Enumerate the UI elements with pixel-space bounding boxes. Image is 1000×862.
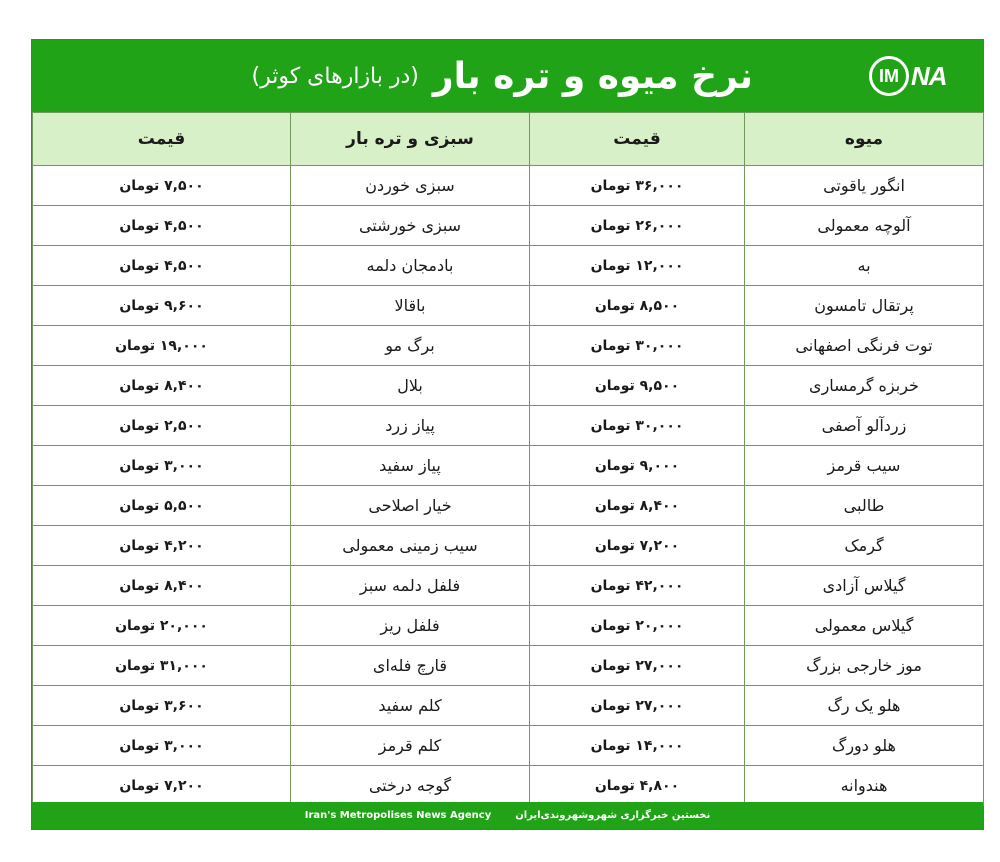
vegetable-price-cell: ۷,۵۰۰ تومان [33,166,291,206]
fruit-name-cell: آلوچه معمولی [745,206,984,246]
vegetable-name-cell: سیب زمینی معمولی [291,526,530,566]
page-title: نرخ میوه و تره بار [432,55,753,97]
fruit-price-cell: ۴۲,۰۰۰ تومان [530,566,745,606]
vegetable-name-cell: کلم قرمز [291,726,530,766]
fruit-price-cell: ۳۰,۰۰۰ تومان [530,406,745,446]
vegetable-price-cell: ۹,۶۰۰ تومان [33,286,291,326]
table-row [33,206,984,246]
vegetable-name-cell: سبزی خورشتی [291,206,530,246]
fruit-name-cell: پرتقال تامسون [745,286,984,326]
price-sheet [31,39,984,830]
fruit-name-cell: هلو یک رگ [745,686,984,726]
table-row [33,366,984,406]
vegetable-price-cell: ۸,۴۰۰ تومان [33,566,291,606]
vegetable-name-cell: بادمجان دلمه [291,246,530,286]
vegetable-price-cell: ۴,۵۰۰ تومان [33,246,291,286]
footer-english-text: Iran's Metropolises News Agency [304,810,492,821]
footer-persian-text: نخستین خبرگزاری شهروشهروندی‌ایران [515,810,711,821]
column-header-fruit: میوه [745,113,984,166]
vegetable-name-cell: پیاز زرد [291,406,530,446]
fruit-name-cell: توت فرنگی اصفهانی [745,326,984,366]
vegetable-name-cell: کلم سفید [291,686,530,726]
fruit-price-cell: ۲۷,۰۰۰ تومان [530,646,745,686]
vegetable-price-cell: ۷,۲۰۰ تومان [33,766,291,806]
table-header-row [33,113,984,166]
fruit-name-cell: موز خارجی بزرگ [745,646,984,686]
table-row [33,526,984,566]
table-row [33,326,984,366]
fruit-price-cell: ۹,۵۰۰ تومان [530,366,745,406]
vegetable-price-cell: ۳,۰۰۰ تومان [33,726,291,766]
logo-circle-icon: IM [869,56,909,96]
price-table [32,112,984,806]
page-subtitle: (در بازارهای کوثر) [251,63,419,89]
vegetable-price-cell: ۳۱,۰۰۰ تومان [33,646,291,686]
fruit-price-cell: ۲۰,۰۰۰ تومان [530,606,745,646]
vegetable-price-cell: ۸,۴۰۰ تومان [33,366,291,406]
vegetable-price-cell: ۲,۵۰۰ تومان [33,406,291,446]
table-row [33,606,984,646]
fruit-name-cell: به [745,246,984,286]
logo-text: NA [911,60,947,91]
column-header-fruit-price: قیمت [530,113,745,166]
fruit-name-cell: گیلاس آزادی [745,566,984,606]
vegetable-price-cell: ۲۰,۰۰۰ تومان [33,606,291,646]
vegetable-price-cell: ۳,۶۰۰ تومان [33,686,291,726]
table-body [33,166,984,806]
title-bar [32,40,983,112]
table-row [33,406,984,446]
table-row [33,486,984,526]
fruit-price-cell: ۲۶,۰۰۰ تومان [530,206,745,246]
table-row [33,446,984,486]
fruit-price-cell: ۳۰,۰۰۰ تومان [530,326,745,366]
vegetable-price-cell: ۵,۵۰۰ تومان [33,486,291,526]
vegetable-price-cell: ۱۹,۰۰۰ تومان [33,326,291,366]
column-header-vegetable-price: قیمت [33,113,291,166]
fruit-price-cell: ۱۴,۰۰۰ تومان [530,726,745,766]
vegetable-name-cell: برگ مو [291,326,530,366]
table-row [33,166,984,206]
fruit-name-cell: زردآلو آصفی [745,406,984,446]
vegetable-name-cell: فلفل دلمه سبز [291,566,530,606]
fruit-name-cell: خربزه گرمساری [745,366,984,406]
table-row [33,726,984,766]
vegetable-price-cell: ۴,۵۰۰ تومان [33,206,291,246]
fruit-price-cell: ۷,۲۰۰ تومان [530,526,745,566]
footer-bar [32,802,983,829]
vegetable-price-cell: ۴,۲۰۰ تومان [33,526,291,566]
fruit-price-cell: ۸,۵۰۰ تومان [530,286,745,326]
fruit-price-cell: ۱۲,۰۰۰ تومان [530,246,745,286]
vegetable-name-cell: فلفل ریز [291,606,530,646]
fruit-name-cell: گرمک [745,526,984,566]
imna-logo [869,54,969,98]
column-header-vegetable: سبزی و تره بار [291,113,530,166]
vegetable-name-cell: بلال [291,366,530,406]
vegetable-name-cell: سبزی خوردن [291,166,530,206]
fruit-name-cell: گیلاس معمولی [745,606,984,646]
vegetable-name-cell: پیاز سفید [291,446,530,486]
table-row [33,286,984,326]
table-row [33,766,984,806]
table-row [33,566,984,606]
table-row [33,686,984,726]
table-row [33,246,984,286]
fruit-name-cell: طالبی [745,486,984,526]
vegetable-name-cell: گوجه درختی [291,766,530,806]
table-row [33,646,984,686]
fruit-price-cell: ۹,۰۰۰ تومان [530,446,745,486]
vegetable-name-cell: باقالا [291,286,530,326]
vegetable-name-cell: خیار اصلاحی [291,486,530,526]
fruit-name-cell: سیب قرمز [745,446,984,486]
title-group [252,40,754,112]
fruit-name-cell: هندوانه [745,766,984,806]
vegetable-price-cell: ۳,۰۰۰ تومان [33,446,291,486]
fruit-price-cell: ۴,۸۰۰ تومان [530,766,745,806]
fruit-name-cell: انگور یاقوتی [745,166,984,206]
vegetable-name-cell: قارچ فله‌ای [291,646,530,686]
fruit-price-cell: ۸,۴۰۰ تومان [530,486,745,526]
fruit-price-cell: ۳۶,۰۰۰ تومان [530,166,745,206]
fruit-price-cell: ۲۷,۰۰۰ تومان [530,686,745,726]
fruit-name-cell: هلو دورگ [745,726,984,766]
